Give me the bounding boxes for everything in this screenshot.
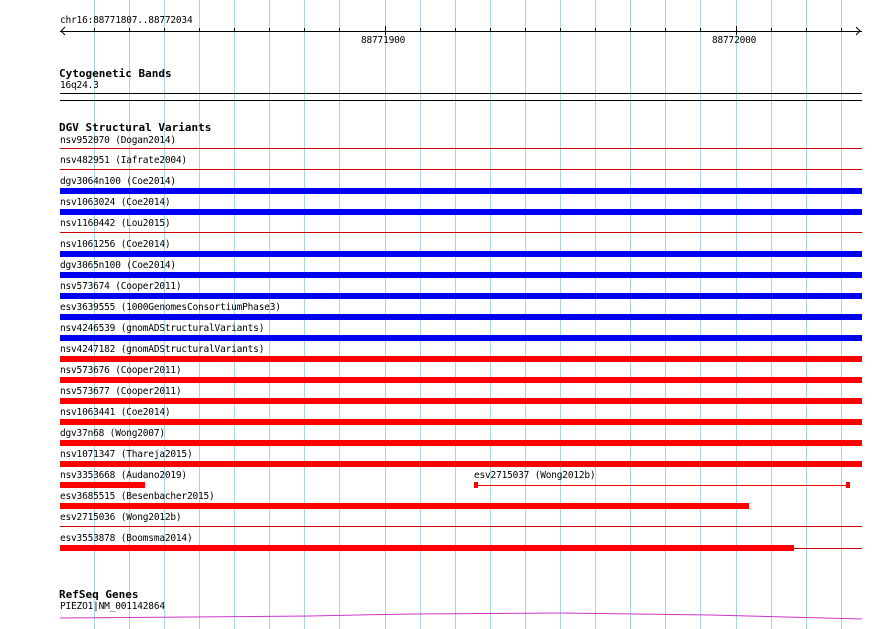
sv-label: esv3553878 (Boomsma2014) (60, 533, 193, 544)
ruler-tick-major (736, 26, 737, 35)
sv-line[interactable] (60, 526, 862, 527)
ruler-tick (129, 28, 130, 31)
sv-label: esv2715037 (Wong2012b) (474, 470, 596, 481)
sv-bar[interactable] (60, 209, 862, 215)
ruler-tick (665, 28, 666, 31)
ruler-tick (771, 28, 772, 31)
ruler-tick (525, 28, 526, 31)
gene-label: PIEZO1|NM_001142864 (60, 601, 165, 612)
sv-label: nsv952070 (Dogan2014) (60, 135, 176, 146)
track-separator (60, 100, 862, 101)
sv-label: nsv573676 (Cooper2011) (60, 365, 182, 376)
refseq-track-title[interactable]: RefSeq Genes (59, 588, 139, 601)
sv-bar[interactable] (60, 314, 862, 320)
sv-bar[interactable] (60, 482, 145, 488)
sv-bar[interactable] (60, 419, 862, 425)
sv-label: dgv3065n100 (Coe2014) (60, 260, 176, 271)
ruler-line[interactable] (60, 31, 862, 32)
ruler-tick (595, 28, 596, 31)
sv-label: nsv1160442 (Lou2015) (60, 218, 171, 229)
sv-label: nsv573674 (Cooper2011) (60, 281, 182, 292)
ruler-tick (94, 28, 95, 31)
sv-bar[interactable] (60, 461, 862, 467)
sv-label: nsv1071347 (Thareja2015) (60, 449, 193, 460)
sv-line[interactable] (478, 485, 846, 486)
sv-label: nsv1063441 (Coe2014) (60, 407, 171, 418)
sv-label: nsv573677 (Cooper2011) (60, 386, 182, 397)
sv-bar[interactable] (60, 503, 749, 509)
ruler-tick-label: 88772000 (712, 35, 757, 46)
sv-label: dgv37n68 (Wong2007) (60, 428, 165, 439)
sv-bar[interactable] (60, 335, 862, 341)
sv-label: nsv3353668 (Audano2019) (60, 470, 187, 481)
sv-label: esv3685515 (Besenbacher2015) (60, 491, 215, 502)
ruler-tick (269, 28, 270, 31)
sv-bar[interactable] (60, 188, 862, 194)
sv-bar[interactable] (60, 251, 862, 257)
cytoband-track-title[interactable]: Cytogenetic Bands (59, 67, 172, 80)
sv-label: nsv1063024 (Coe2014) (60, 197, 171, 208)
sv-label: nsv482951 (Iafrate2004) (60, 155, 187, 166)
sv-bar[interactable] (60, 398, 862, 404)
ruler-tick (234, 28, 235, 31)
ruler-tick (841, 28, 842, 31)
ruler-range-label: chr16:88771807..88772034 (60, 15, 193, 26)
ruler-tick-major (385, 26, 386, 35)
ruler-tick (199, 28, 200, 31)
sv-label: dgv3064n100 (Coe2014) (60, 176, 176, 187)
sv-bar[interactable] (60, 545, 794, 551)
sv-bar[interactable] (60, 440, 862, 446)
dgv-track-title[interactable]: DGV Structural Variants (59, 121, 212, 134)
cytoband-bar[interactable] (60, 93, 862, 94)
sv-bar-end[interactable] (846, 482, 850, 488)
sv-bar[interactable] (60, 356, 862, 362)
sv-label: nsv1061256 (Coe2014) (60, 239, 171, 250)
ruler-tick (420, 28, 421, 31)
ruler-tick (304, 28, 305, 31)
gene-line[interactable] (60, 612, 862, 620)
ruler-tick (560, 28, 561, 31)
ruler-tick (490, 28, 491, 31)
sv-label: nsv4247182 (gnomADStructuralVariants) (60, 344, 265, 355)
sv-bar[interactable] (60, 293, 862, 299)
ruler-tick (700, 28, 701, 31)
sv-label: esv3639555 (1000GenomesConsortiumPhase3) (60, 302, 281, 313)
ruler-tick (339, 28, 340, 31)
sv-line[interactable] (60, 169, 862, 170)
sv-bar[interactable] (60, 377, 862, 383)
sv-line[interactable] (60, 232, 862, 233)
ruler-tick (806, 28, 807, 31)
sv-label: esv2715036 (Wong2012b) (60, 512, 182, 523)
sv-line[interactable] (794, 548, 862, 549)
ruler-tick (455, 28, 456, 31)
sv-label: nsv4246539 (gnomADStructuralVariants) (60, 323, 265, 334)
ruler-tick (164, 28, 165, 31)
sv-line[interactable] (60, 148, 862, 149)
ruler-tick (630, 28, 631, 31)
ruler-left-arrow-icon (60, 27, 66, 35)
ruler-tick-label: 88771900 (361, 35, 406, 46)
sv-bar[interactable] (60, 272, 862, 278)
ruler-right-arrow-icon (856, 27, 862, 35)
cytoband-label: 16q24.3 (60, 80, 99, 91)
